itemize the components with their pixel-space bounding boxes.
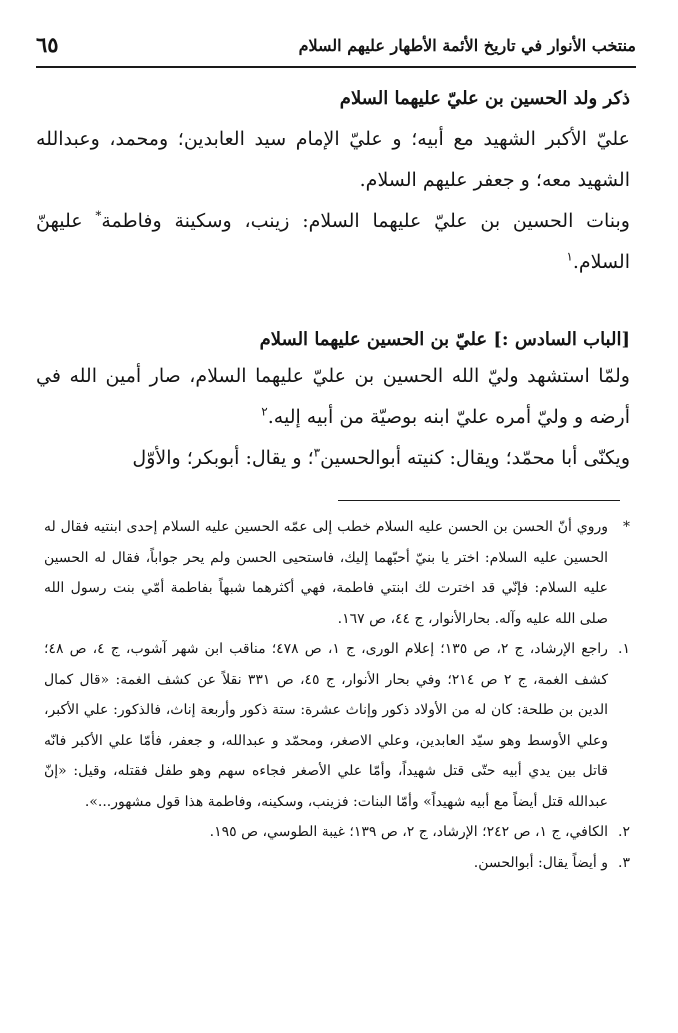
kunya-text-b: ؛ و يقال: أبوبكر؛ والأوّل xyxy=(132,447,314,469)
footnote-divider xyxy=(338,500,620,501)
footnote-text: الكافي، ج ١، ص ٢٤٢؛ الإرشاد، ج ٢، ص ١٣٩؛ غيبة الطوسي، ص ١٩٥. xyxy=(209,824,608,840)
imamate-paragraph xyxy=(36,356,630,438)
daughters-paragraph xyxy=(36,201,630,283)
footnote-ref-2: ٢ xyxy=(261,404,268,419)
footnote-mark: ٣. xyxy=(618,854,630,871)
footnote-mark: ٢. xyxy=(618,824,630,840)
footnote-mark: * xyxy=(623,519,630,535)
footnote-text: راجع الإرشاد، ج ٢، ص ١٣٥؛ إعلام الورى، ج ١، ص ٤٧٨؛ مناقب ابن شهر آشوب، ج ٤، ص ٤٨؛ كشف الغمة، ج ٢ ص ٢١٤؛ وفي بحار الأنوار، ج ٤٥، ص ٣٣١ نقلاً عن كشف الغمة: «قال كمال الدين بن طلحة: كان له من الأولاد ذكور وإناث عشرة: ستة ذكور وأربعة إناث، فالذكور: علي الأكبر، وعلي الأوسط وهو سيّد العابدين، وعلي الاصغر، ومحمّد و عبدالله، و جعفر، فأمّا علي الأكبر فانّه قاتل بين يدي أبيه حتّى قتل شهيداً، وأمّا علي الأصغر فجاءه سهم وهو طفل فقتله، وقيل: «إنّ عبدالله قتل أيضاً مع أبيه شهيداً» وأمّا البنات: فزينب، وسكينه، وفاطمة هذا قول مشهور...». xyxy=(44,641,609,810)
star-marker: * xyxy=(95,208,102,223)
kunya-paragraph xyxy=(36,438,630,479)
page-header xyxy=(36,30,636,68)
footnote-star xyxy=(44,512,630,634)
page-number: ٦٥ xyxy=(36,32,59,57)
footnote-mark: ١. xyxy=(618,641,630,657)
sons-paragraph: عليّ الأكبر الشهيد مع أبيه؛ و عليّ الإمام سيد العابدين؛ ومحمد، وعبدالله الشهيد معه؛ و جعفر عليهم السلام. xyxy=(36,128,630,191)
footnote-text: و أيضاً يقال: أبوالحسن. xyxy=(473,854,608,871)
running-title: منتخب الأنوار في تاريخ الأئمة الأطهار عليهم السلام xyxy=(298,36,636,55)
daughters-text: وبنات الحسين بن عليّ عليهما السلام: زينب، وسكينة وفاطمة xyxy=(101,210,630,232)
section-heading: ذكر ولد الحسين بن عليّ عليهما السلام xyxy=(339,88,630,109)
footnote-2 xyxy=(44,817,630,848)
chapter-title: [الباب السادس :] عليّ بن الحسين عليهما السلام xyxy=(259,329,630,350)
daughters-text-end: عليهنّ السلام. xyxy=(36,210,630,273)
imamate-text: ولمّا استشهد وليّ الله الحسين بن عليّ عليهما السلام، صار أمين الله في أرضه و وليّ أمره عليّ ابنه بوصيّة من أبيه إليه. xyxy=(36,365,630,428)
footnotes xyxy=(44,512,630,878)
footnote-ref-3: ٣ xyxy=(313,445,321,460)
footnote-text: وروي أنّ الحسن بن الحسن عليه السلام خطب إلى عمّه الحسين عليه السلام إحدى ابنتيه فقال له الحسين عليه السلام: اختر يا بنيّ أحبّهما إليك، فاستحيى الحسن ولم يحر جواباً، فقال له الحسين عليه السلام: فإنّي قد اخترت لك ابنتي فاطمة، فهي أكثرهما شبهاً بفاطمة أمّي بنت رسول الله صلى الله عليه وآله. بحارالأنوار، ج ٤٤، ص ١٦٧. xyxy=(44,519,608,627)
footnote-3 xyxy=(44,848,630,879)
footnote-ref-1: ١ xyxy=(566,249,573,264)
main-text xyxy=(36,82,630,479)
footnote-1 xyxy=(44,634,630,817)
kunya-text-a: ويكنّى أبا محمّد؛ ويقال: كنيته أبوالحسين xyxy=(320,447,630,469)
